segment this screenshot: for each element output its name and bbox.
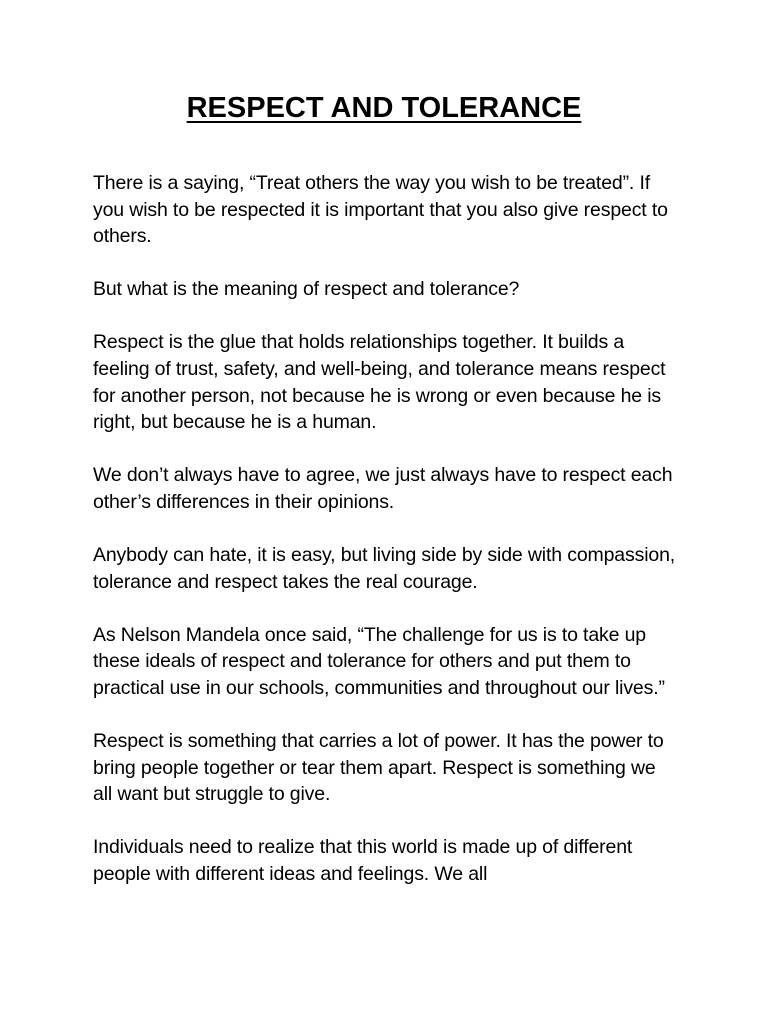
paragraph-question: But what is the meaning of respect and tolerance? [93, 278, 520, 301]
paragraph-mandela-quote: As Nelson Mandela once said, “The challenge for us is to take up these ideals of respect and tolerance for others and put them to practical use in our schools, communities and throughout our lives.” [93, 623, 665, 699]
document-body [93, 170, 678, 914]
paragraph-courage: Anybody can hate, it is easy, but living side by side with compassion, tolerance and respect takes the real courage. [93, 543, 676, 593]
paragraph-differences: We don’t always have to agree, we just always have to respect each other’s differences in their opinions. [93, 464, 673, 513]
paragraph-power: Respect is something that carries a lot of power. It has the power to bring people together or tear them apart. Respect is something we all want but struggle to give. [93, 729, 664, 806]
paragraph-individuals: Individuals need to realize that this world is made up of different people with different ideas and feelings. We all [93, 836, 633, 885]
document-title: RESPECT AND TOLERANCE [186, 92, 582, 124]
paragraph-saying: There is a saying, “Treat others the way you wish to be treated”. If you wish to be respected it is important that you also give respect to others. [93, 172, 668, 248]
paragraph-definition: Respect is the glue that holds relationships together. It builds a feeling of trust, safety, and well-being, and tolerance means respect for another person, not because he is wrong or even because he is right, but because he is a human. [93, 331, 666, 434]
